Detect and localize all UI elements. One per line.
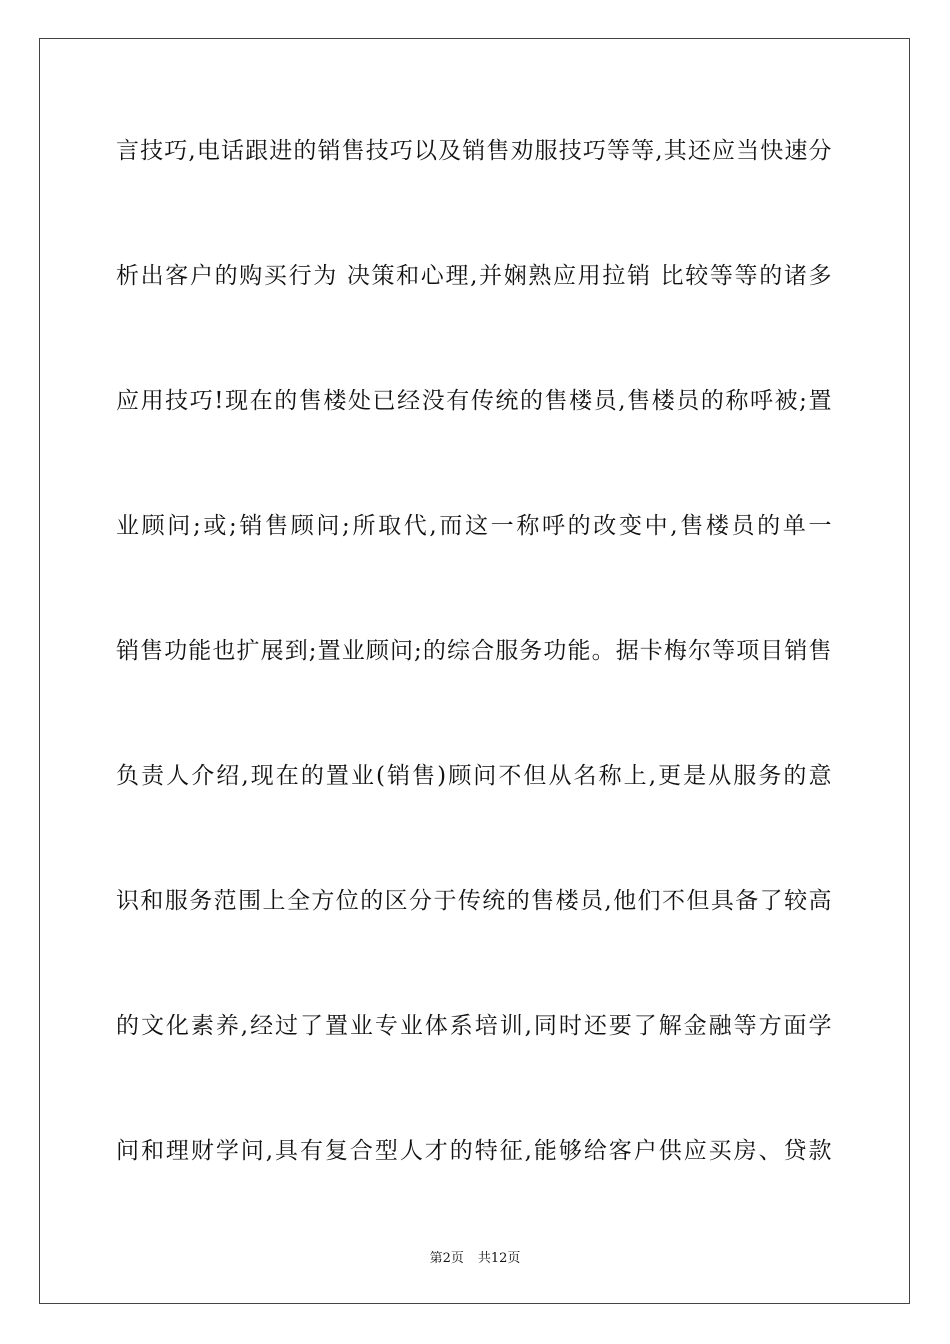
body-text-line: 言技巧,电话跟进的销售技巧以及销售劝服技巧等等,其还应当快速分	[116, 138, 832, 164]
body-text-line: 识和服务范围上全方位的区分于传统的售楼员,他们不但具备了较高	[116, 888, 832, 914]
page-border	[39, 38, 910, 1304]
body-text-line: 销售功能也扩展到;置业顾问;的综合服务功能。据卡梅尔等项目销售	[116, 638, 832, 664]
body-text-line: 负责人介绍,现在的置业(销售)顾问不但从名称上,更是从服务的意	[116, 763, 832, 789]
body-text-line: 的文化素养,经过了置业专业体系培训,同时还要了解金融等方面学	[116, 1013, 832, 1039]
page-footer	[0, 1247, 950, 1266]
body-text-line: 问和理财学问,具有复合型人才的特征,能够给客户供应买房、贷款	[116, 1138, 832, 1164]
page-number: 第2页	[429, 1251, 464, 1266]
page-total: 共12页	[477, 1251, 521, 1266]
body-text-line: 应用技巧!现在的售楼处已经没有传统的售楼员,售楼员的称呼被;置	[116, 388, 832, 414]
body-text-line: 析出客户的购买行为 决策和心理,并娴熟应用拉销 比较等等的诸多	[116, 263, 832, 289]
body-text-line: 业顾问;或;销售顾问;所取代,而这一称呼的改变中,售楼员的单一	[116, 513, 832, 539]
